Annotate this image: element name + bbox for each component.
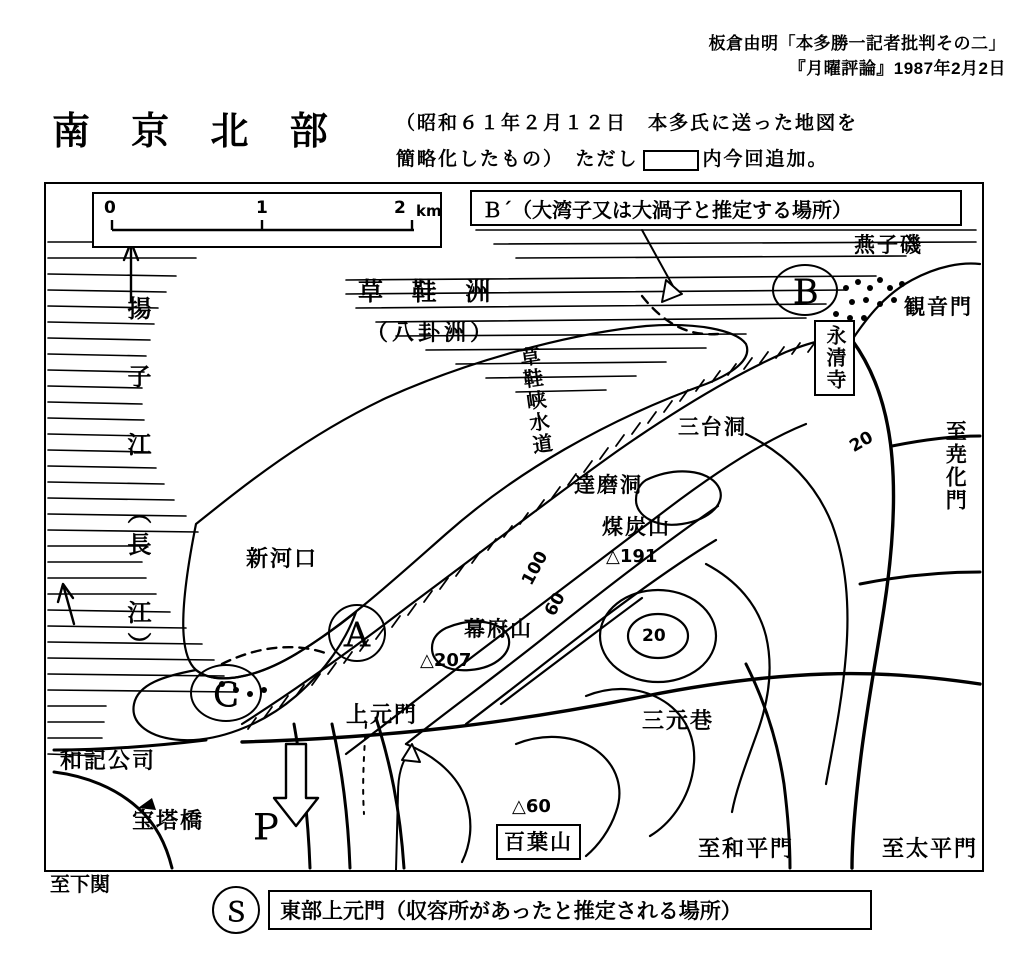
credit-line-2: 『月曜評論』1987年2月2日 [788, 58, 1006, 78]
label-hakkeshu: （八卦洲） [366, 321, 497, 346]
callout-s-text: 東部上元門（収容所があったと推定される場所） [280, 899, 742, 923]
label-taiheimon: 至太平門 [882, 837, 979, 862]
road-south-3 [376, 718, 404, 868]
scale-unit: km [416, 202, 442, 220]
marker-a: Ａ [328, 604, 386, 662]
label-sousekikyo-waterway: 草鞋峡水道 [515, 344, 555, 458]
source-credit [709, 32, 1007, 81]
label-eiseiji: 永清寺 [814, 320, 855, 396]
label-shimonoseki: 至下関 [50, 872, 110, 896]
scale-tick-2: 2 [394, 198, 406, 218]
legend-box-icon [643, 150, 699, 171]
east-plain-west-edge [746, 434, 847, 784]
scale-bar [92, 192, 442, 248]
marker-s: Ｓ [212, 886, 260, 934]
label-contour-20-center: 20 [642, 626, 666, 646]
arc-c [222, 647, 328, 664]
label-bufuzan-elevation: △207 [420, 650, 472, 671]
label-yangtze: 揚 子 江 （長 江） [123, 296, 151, 664]
label-sandaido: 三台洞 [678, 415, 747, 439]
callout-s [268, 890, 872, 930]
label-contour-20-east: 20 [846, 427, 877, 457]
title-note-line-1: （昭和６１年２月１２日 本多氏に送った地図を [396, 113, 859, 134]
label-waheimon: 至和平門 [698, 837, 795, 862]
label-kannonmon: 観音門 [904, 295, 973, 319]
label-hyakuyouzan: 百葉山 [496, 824, 581, 860]
label-jougenmon: 上元門 [346, 703, 419, 728]
leader-b-prime [642, 230, 674, 288]
road-east-branch [860, 572, 980, 584]
callout-b-prime-text: Ｂ´（大湾子又は大渦子と推定する場所） [482, 197, 852, 222]
estimate-arcs [222, 296, 718, 664]
label-gyoukamon: 至尭化門 [943, 420, 968, 512]
marker-c: Ｃ [190, 664, 262, 722]
label-baitanzan: 煤炭山 [602, 515, 671, 539]
label-houtoukyou: 宝塔橋 [132, 809, 205, 834]
leader-s-head [402, 744, 420, 762]
label-hyakuyouzan-elevation: △60 [512, 796, 551, 817]
label-contour-60: 60 [540, 589, 570, 620]
marker-b: Ｂ [772, 264, 838, 316]
title-note-line-2-a: 簡略化したもの） ただし [396, 149, 639, 171]
label-bufuzan: 幕府山 [464, 617, 533, 641]
dotted-track [363, 724, 366, 814]
label-baitanzan-elevation: △191 [606, 546, 658, 567]
credit-line-1: 板倉由明「本多勝一記者批判その二」 [708, 34, 1006, 53]
label-entsuki: 燕子磯 [854, 233, 923, 257]
scale-tick-0: 0 [104, 198, 116, 218]
label-wakikousha: 和記公司 [60, 749, 157, 774]
title-note-line-2-b: 内今回追加。 [702, 149, 829, 171]
title-note-line-2 [396, 142, 858, 178]
marker-p: Ｐ [248, 810, 282, 847]
map-frame [44, 182, 984, 872]
label-datsumado: 達磨洞 [574, 473, 643, 497]
label-shinkako: 新河口 [246, 547, 319, 572]
scale-tick-1: 1 [256, 198, 268, 218]
label-sangenkou: 三元巷 [642, 709, 715, 734]
callout-b-prime [470, 190, 962, 226]
title-note [396, 106, 858, 178]
road-south-2 [332, 724, 350, 868]
page-title: 南 京 北 部 [52, 109, 342, 153]
road-north-south [852, 340, 894, 868]
map-drawing [46, 184, 982, 870]
label-sousekishu: 草 鞋 洲 [358, 277, 501, 306]
east-plain-inner [706, 564, 770, 812]
label-contour-100: 100 [518, 547, 553, 589]
